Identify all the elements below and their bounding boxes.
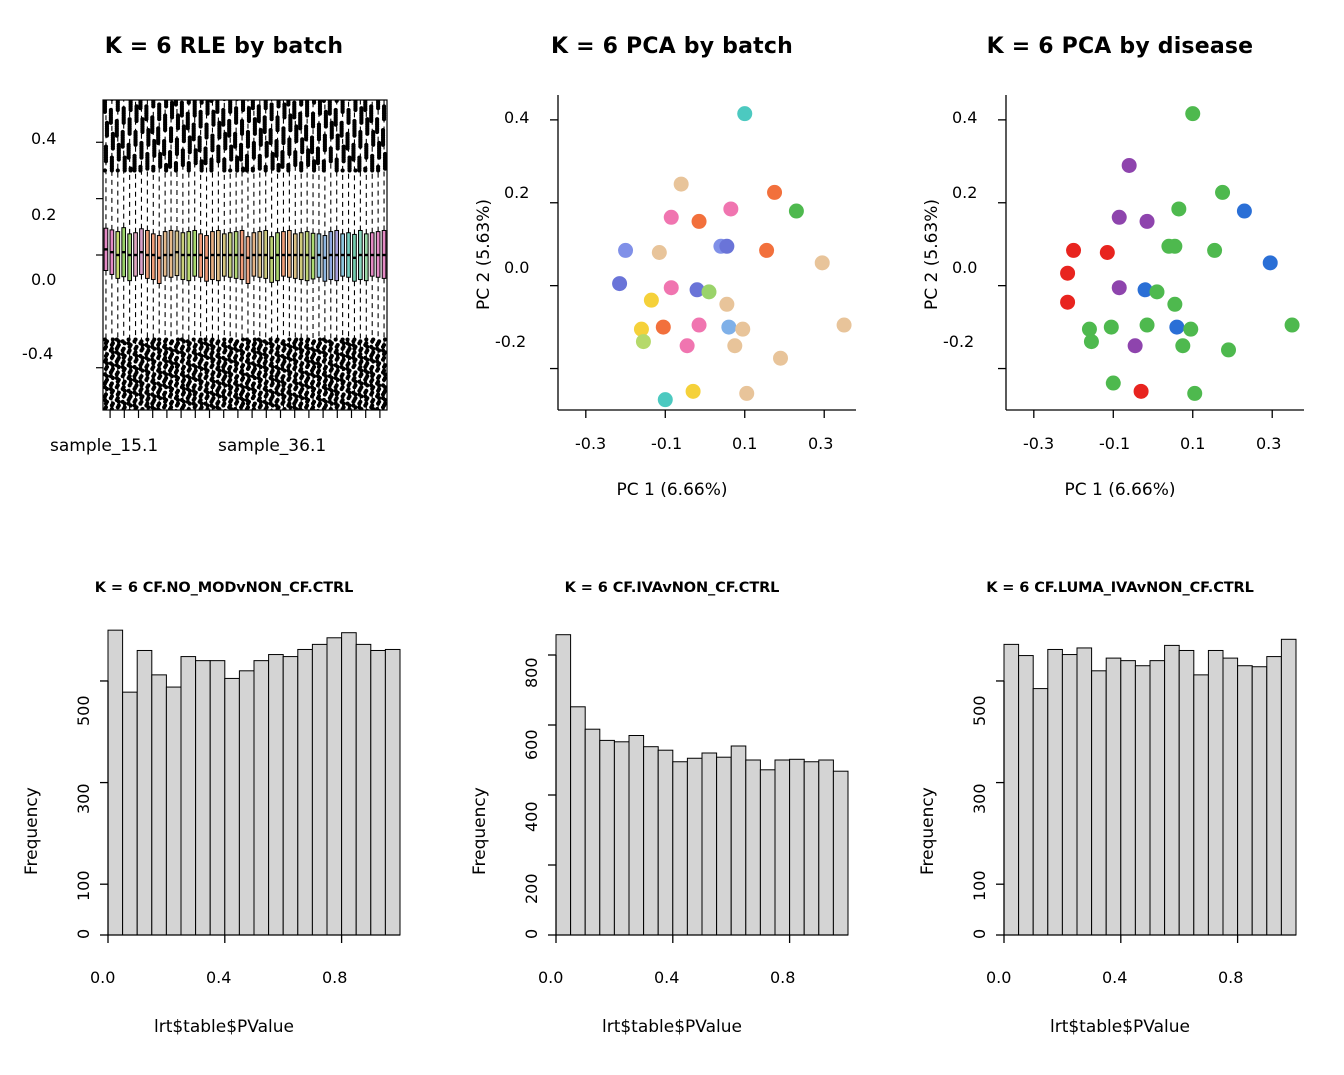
rle-ytick-0.2: 0.2 <box>31 205 57 224</box>
panel-pca-by-batch <box>448 0 896 520</box>
hist-no-mod-ytick-500: 500 <box>74 695 93 726</box>
pca-disease-ylabel: PC 2 (5.63%) <box>922 198 942 310</box>
hist-no-mod-plot-area <box>0 520 448 990</box>
panel-title-rle: K = 6 RLE by batch <box>104 34 344 59</box>
hist-iva-ytick-0: 0 <box>522 928 541 939</box>
hist-iva-xtick-0.4: 0.4 <box>654 968 680 987</box>
panel-hist-iva <box>448 520 896 1075</box>
hist-iva-ytick-200: 200 <box>522 873 541 904</box>
hist-luma-iva-ytick-100: 100 <box>970 870 989 901</box>
pca-disease-ytick-0.4: 0.4 <box>952 108 978 127</box>
panel-title-pca-disease: K = 6 PCA by disease <box>986 34 1254 59</box>
hist-no-mod-xlabel: lrt$table$PValue <box>153 1017 294 1037</box>
panel-hist-luma-iva <box>896 520 1344 1075</box>
hist-no-mod-xtick-0.4: 0.4 <box>206 968 232 987</box>
hist-luma-iva-plot-area <box>896 520 1344 990</box>
hist-iva-ytick-400: 400 <box>522 801 541 832</box>
rle-sample-label-1: sample_15.1 <box>50 436 159 456</box>
pca-disease-xtick-0.3: 0.3 <box>1256 434 1282 453</box>
pca-batch-xlabel: PC 1 (6.66%) <box>616 480 728 500</box>
hist-luma-iva-xtick-0.4: 0.4 <box>1102 968 1128 987</box>
pca-batch-ylabel: PC 2 (5.63%) <box>474 198 494 310</box>
pca-disease-ytick-0.2: 0.2 <box>952 183 978 202</box>
rle-plot-area <box>0 0 448 470</box>
hist-no-mod-ylabel: Frequency <box>22 787 42 875</box>
hist-iva-ylabel: Frequency <box>470 787 490 875</box>
hist-iva-plot-area <box>448 520 896 990</box>
rle-ytick-0.4: 0.4 <box>31 129 57 148</box>
panel-pca-by-disease <box>896 0 1344 520</box>
pca-disease-xtick--0.1: -0.1 <box>1099 434 1131 453</box>
pca-disease-xtick--0.3: -0.3 <box>1023 434 1055 453</box>
hist-luma-iva-ytick-300: 300 <box>970 783 989 814</box>
panel-rle-by-batch <box>0 0 448 520</box>
hist-luma-iva-xtick-0.0: 0.0 <box>986 968 1012 987</box>
hist-luma-iva-xtick-0.8: 0.8 <box>1218 968 1244 987</box>
hist-no-mod-ytick-300: 300 <box>74 783 93 814</box>
pca-disease-xlabel: PC 1 (6.66%) <box>1064 480 1176 500</box>
hist-luma-iva-xlabel: lrt$table$PValue <box>1049 1017 1190 1037</box>
hist-luma-iva-ytick-0: 0 <box>970 928 989 939</box>
hist-iva-xtick-0.0: 0.0 <box>538 968 564 987</box>
pca-disease-plot-area <box>896 0 1344 470</box>
panel-hist-no-mod <box>0 520 448 1075</box>
panel-title-pca-batch: K = 6 PCA by batch <box>551 34 793 59</box>
pca-batch-ytick-0.4: 0.4 <box>504 108 530 127</box>
pca-batch-xtick--0.3: -0.3 <box>575 434 607 453</box>
hist-iva-ytick-600: 600 <box>522 729 541 760</box>
hist-luma-iva-ylabel: Frequency <box>918 787 938 875</box>
panel-title-hist-iva: K = 6 CF.IVAvNON_CF.CTRL <box>564 580 780 596</box>
hist-no-mod-ytick-0: 0 <box>74 928 93 939</box>
panel-title-hist-no-mod: K = 6 CF.NO_MODvNON_CF.CTRL <box>94 580 354 596</box>
rle-sample-label-2: sample_36.1 <box>218 436 327 456</box>
hist-luma-iva-ytick-500: 500 <box>970 695 989 726</box>
hist-iva-xlabel: lrt$table$PValue <box>601 1017 742 1037</box>
rle-ytick--0.4: -0.4 <box>22 344 54 363</box>
hist-no-mod-xtick-0.0: 0.0 <box>90 968 116 987</box>
pca-batch-ytick--0.2: -0.2 <box>495 332 527 351</box>
pca-batch-ytick-0.0: 0.0 <box>504 258 530 277</box>
pca-batch-xtick-0.3: 0.3 <box>808 434 834 453</box>
rle-ytick-0.0: 0.0 <box>31 270 57 289</box>
pca-disease-ytick-0.0: 0.0 <box>952 258 978 277</box>
pca-disease-ytick--0.2: -0.2 <box>943 332 975 351</box>
pca-batch-xtick--0.1: -0.1 <box>651 434 683 453</box>
pca-batch-xtick-0.1: 0.1 <box>732 434 758 453</box>
hist-iva-xtick-0.8: 0.8 <box>770 968 796 987</box>
hist-no-mod-xtick-0.8: 0.8 <box>322 968 348 987</box>
panel-title-hist-luma-iva: K = 6 CF.LUMA_IVAvNON_CF.CTRL <box>986 580 1254 596</box>
pca-batch-plot-area <box>448 0 896 470</box>
hist-no-mod-ytick-100: 100 <box>74 870 93 901</box>
pca-batch-ytick-0.2: 0.2 <box>504 183 530 202</box>
pca-disease-xtick-0.1: 0.1 <box>1180 434 1206 453</box>
hist-iva-ytick-800: 800 <box>522 657 541 688</box>
